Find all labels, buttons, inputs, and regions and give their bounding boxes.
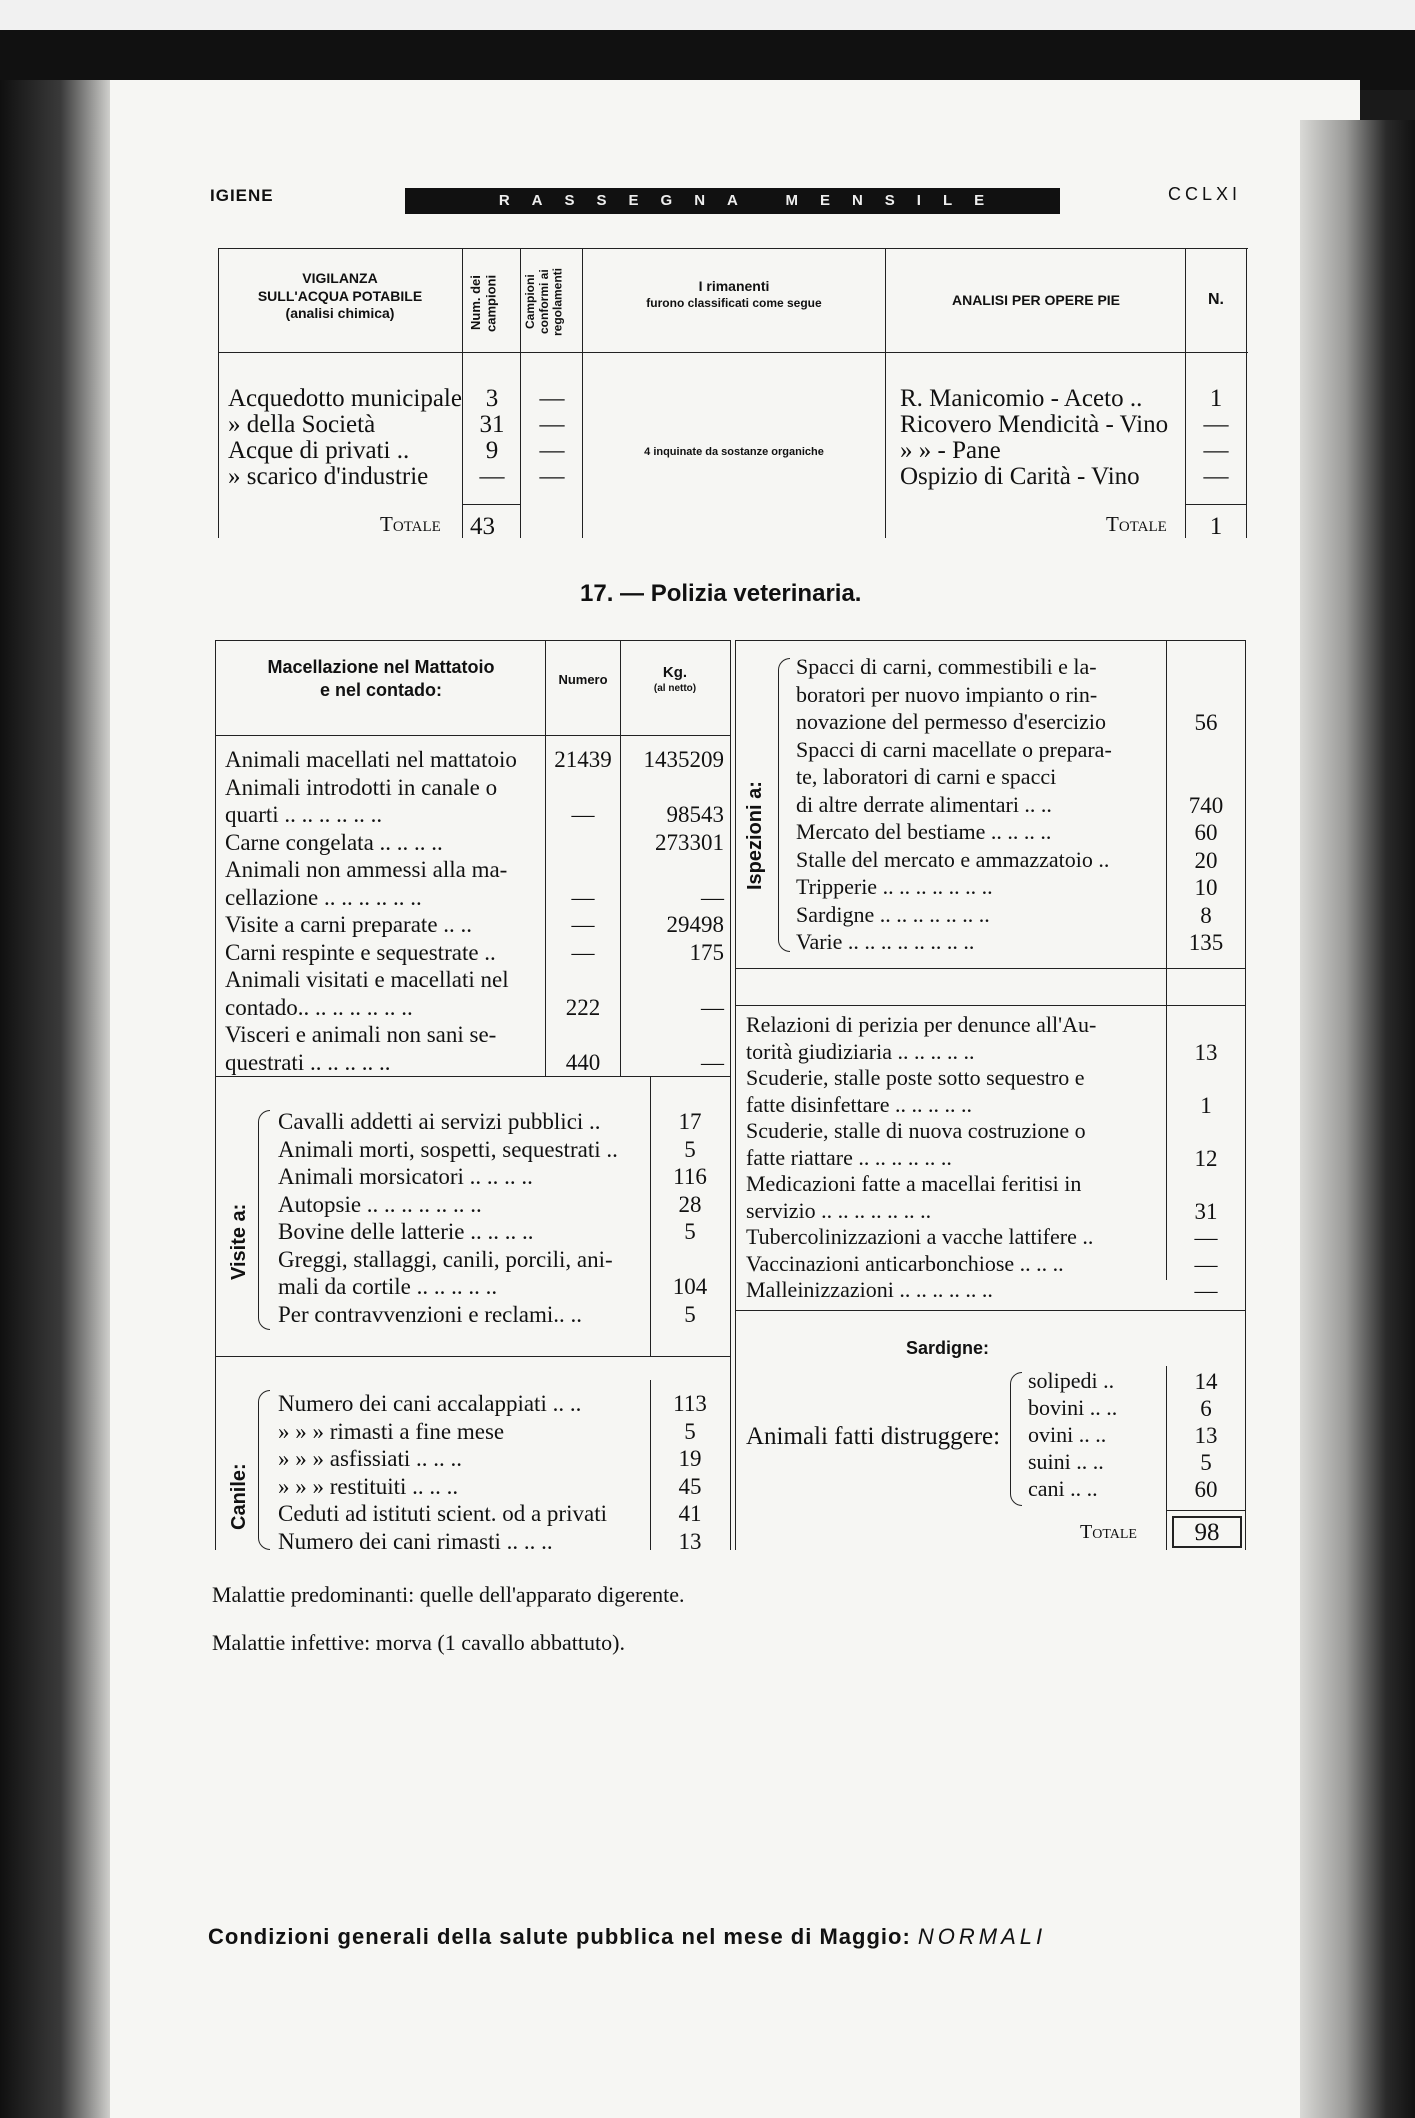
footer-text: Condizioni generali della salute pubblica nel mese di Maggio:	[208, 1924, 911, 1949]
water-row-conf: —	[539, 463, 565, 490]
water-rest-note: 4 inquinate da sostanze organiche	[644, 446, 824, 458]
canile-row-n: 13	[678, 1528, 702, 1554]
relazioni-row-label: Vaccinazioni anticarbonchiose .. .. ..	[746, 1250, 1064, 1276]
col-header-numero: Numero	[558, 672, 608, 687]
ispezioni-row-label: boratori per nuovo impianto o rin-	[796, 681, 1098, 707]
macellazione-row-kg: 175	[689, 939, 724, 965]
opere-row-label: R. Manicomio - Aceto ..	[900, 385, 1143, 412]
water-row-num: 31	[479, 411, 505, 438]
water-row-num: —	[479, 463, 505, 490]
ispezioni-row-n: 135	[1188, 930, 1224, 955]
macellazione-row-label: Carne congelata .. .. .. ..	[225, 829, 443, 855]
visite-row-label: Cavalli addetti ai servizi pubblici ..	[278, 1109, 601, 1134]
macellazione-row-label: quarti .. .. .. .. .. ..	[225, 802, 383, 827]
relazioni-row-label: Scuderie, stalle poste sotto sequestro e	[746, 1065, 1085, 1090]
opere-row-label: Ospizio di Carità - Vino	[900, 463, 1140, 490]
ispezioni-row-label: Mercato del bestiame .. .. .. ..	[796, 819, 1052, 844]
water-row-conf: —	[539, 385, 565, 412]
visite-row-label: Greggi, stallaggi, canili, porcili, ani-	[278, 1246, 613, 1272]
visite-row-n: 5	[684, 1301, 696, 1327]
ispezioni-side-label: Ispezioni a:	[744, 781, 766, 890]
canile-row-label: Numero dei cani accalappiati .. ..	[278, 1391, 582, 1416]
macellazione-row-label: contado.. .. .. .. .. .. ..	[225, 994, 413, 1020]
footer-value: NORMALI	[917, 1924, 1047, 1949]
page-edge-shadow	[1300, 120, 1415, 2118]
relazioni-row-label: Malleinizzazioni .. .. .. .. .. ..	[746, 1277, 993, 1302]
note-malattie-predominanti: Malattie predominanti: quelle dell'apparato digerente.	[212, 1582, 685, 1607]
sardigne-row-label: bovini .. ..	[1028, 1395, 1118, 1420]
visite-row-label: Bovine delle latterie .. .. .. ..	[278, 1219, 534, 1244]
canile-row-n: 45	[678, 1473, 702, 1499]
macellazione-row-numero: 222	[565, 994, 601, 1020]
relazioni-row-n: —	[1194, 1251, 1218, 1277]
canile-row-n: 113	[673, 1391, 707, 1416]
ispezioni-row-label: Tripperie .. .. .. .. .. .. ..	[796, 874, 993, 899]
page-gutter-shadow	[0, 80, 110, 2118]
macellazione-row-kg: 1435209	[643, 747, 724, 772]
opere-row-n: —	[1203, 463, 1229, 490]
col-header-n: N.	[1208, 291, 1224, 308]
ispezioni-row-label: Stalle del mercato e ammazzatoio ..	[796, 846, 1110, 872]
ispezioni-row-label: Spacci di carni, commestibili e la-	[796, 654, 1097, 679]
relazioni-row-label: fatte riattare .. .. .. .. .. ..	[746, 1144, 952, 1170]
opere-row-n: —	[1203, 437, 1229, 464]
col-header-rimanenti: I rimanenti furono classificati come segue	[646, 278, 822, 310]
canile-row-label: » » » asfissiati .. .. ..	[278, 1446, 462, 1471]
ispezioni-row-n: 60	[1194, 820, 1218, 845]
macellazione-row-numero: —	[571, 912, 595, 937]
ispezioni-row-label: di altre derrate alimentari .. ..	[796, 791, 1052, 817]
macellazione-row-kg: —	[701, 1049, 724, 1075]
relazioni-row-label: Tubercolinizzazioni a vacche lattifere ..	[746, 1224, 1094, 1249]
visite-brace	[258, 1110, 270, 1330]
sardigne-title: Sardigne:	[906, 1338, 990, 1358]
running-header-banner: RASSEGNA MENSILE	[405, 188, 1060, 214]
sardigne-totale: 98	[1172, 1516, 1242, 1548]
water-totale-label: Totale	[380, 512, 441, 536]
macellazione-row-kg: —	[701, 994, 724, 1020]
water-row-conf: —	[539, 437, 565, 464]
macellazione-row-numero: 440	[565, 1049, 601, 1075]
sardigne-row-label: solipedi ..	[1028, 1368, 1115, 1393]
macellazione-row-label: questrati .. .. .. .. ..	[225, 1049, 391, 1075]
relazioni-row-label: Medicazioni fatte a macellai feritisi in	[746, 1171, 1082, 1196]
macellazione-row-kg: 29498	[666, 912, 724, 937]
sardigne-row-n: 5	[1200, 1450, 1212, 1475]
macellazione-row-kg: —	[701, 884, 724, 910]
visite-row-n: 28	[678, 1191, 702, 1217]
col-header-opere-pie: ANALISI PER OPERE PIE	[951, 292, 1121, 308]
ispezioni-row-label: novazione del permesso d'esercizio	[796, 709, 1107, 734]
relazioni-row-n: 31	[1194, 1198, 1218, 1224]
relazioni-row-label: Scuderie, stalle di nuova costruzione o	[746, 1118, 1086, 1143]
visite-row-label: Animali morti, sospetti, sequestrati ..	[278, 1136, 618, 1162]
opere-row-label: Ricovero Mendicità - Vino	[900, 411, 1169, 438]
macellazione-row-kg: 273301	[655, 829, 724, 855]
water-totale: 43	[470, 513, 495, 540]
macellazione-row-label: cellazione .. .. .. .. .. ..	[225, 884, 422, 910]
ispezioni-row-label: Sardigne .. .. .. .. .. .. ..	[796, 901, 990, 927]
macellazione-row-label: Visite a carni preparate .. ..	[225, 912, 473, 937]
ispezioni-row-n: 10	[1194, 875, 1218, 900]
macellazione-row-numero: —	[571, 939, 595, 965]
canile-row-label: » » » rimasti a fine mese	[278, 1418, 505, 1444]
visite-row-label: mali da cortile .. .. .. .. ..	[278, 1274, 498, 1299]
ispezioni-row-label: Varie .. .. .. .. .. .. .. ..	[796, 929, 975, 954]
macellazione-row-label: Animali visitati e macellati nel	[225, 967, 509, 992]
visite-row-label: Per contravvenzioni e reclami.. ..	[278, 1301, 582, 1327]
relazioni-row-n: 12	[1194, 1145, 1218, 1171]
canile-row-label: Ceduti ad istituti scient. od a privati	[278, 1501, 607, 1526]
macellazione-row-label: Animali introdotti in canale o	[225, 774, 498, 800]
note-malattie-infettive: Malattie infettive: morva (1 cavallo abbattuto).	[212, 1630, 625, 1655]
sardigne-label: Animali fatti distruggere:	[746, 1423, 1001, 1450]
sardigne-row-label: cani .. ..	[1028, 1476, 1098, 1501]
opere-row-label: » » - Pane	[900, 437, 1001, 464]
sardigne-totale-label: Totale	[1080, 1521, 1137, 1543]
relazioni-row-label: fatte disinfettare .. .. .. .. ..	[746, 1091, 973, 1117]
running-header-left: IGIENE	[210, 186, 274, 205]
sardigne-row-n: 13	[1194, 1423, 1218, 1448]
canile-side-label: Canile:	[228, 1463, 250, 1530]
col-header-conformi: Campioni conformi ai regolamenti	[523, 267, 565, 336]
water-row-num: 3	[485, 385, 499, 412]
canile-row-label: » » » restituiti .. .. ..	[278, 1473, 459, 1499]
relazioni-row-label: Relazioni di perizia per denunce all'Au-	[746, 1012, 1097, 1037]
relazioni-row-n: 13	[1194, 1039, 1218, 1065]
relazioni-row-label: servizio .. .. .. .. .. .. ..	[746, 1197, 932, 1223]
sardigne-row-label: suini .. ..	[1028, 1449, 1104, 1474]
col-header-kg: Kg. (al netto)	[653, 664, 697, 694]
opere-row-n: 1	[1209, 385, 1223, 412]
opere-row-n: —	[1203, 411, 1229, 438]
ispezioni-brace	[778, 658, 790, 952]
canile-brace	[258, 1390, 270, 1550]
relazioni-row-n: —	[1194, 1225, 1218, 1250]
macellazione-title: Macellazione nel Mattatoio e nel contado:	[267, 657, 495, 700]
water-row-label: » della Società	[228, 411, 376, 438]
running-header-page-number: CCLXI	[1168, 184, 1242, 204]
macellazione-row-kg: 98543	[666, 802, 724, 827]
visite-row-label: Autopsie .. .. .. .. .. .. ..	[278, 1191, 482, 1217]
relazioni-row-n: 1	[1200, 1092, 1212, 1118]
visite-row-n: 116	[673, 1164, 707, 1189]
opere-totale: 1	[1209, 513, 1223, 540]
visite-row-n: 5	[684, 1219, 696, 1244]
col-header-num-campioni: Num. dei campioni	[468, 274, 499, 332]
ispezioni-row-n: 56	[1194, 710, 1218, 735]
canile-row-n: 19	[678, 1446, 702, 1471]
macellazione-row-label: Animali macellati nel mattatoio	[225, 747, 517, 772]
opere-totale-label: Totale	[1106, 512, 1167, 536]
sardigne-row-n: 14	[1194, 1369, 1218, 1394]
visite-side-label: Visite a:	[228, 1203, 250, 1280]
footer-statement	[208, 1924, 1046, 1950]
sardigne-row-n: 60	[1194, 1477, 1218, 1502]
visite-row-label: Animali morsicatori .. .. .. ..	[278, 1164, 533, 1189]
macellazione-row-numero: —	[571, 884, 595, 910]
sardigne-row-label: ovini .. ..	[1028, 1422, 1107, 1447]
ispezioni-row-label: te, laboratori di carni e spacci	[796, 764, 1057, 789]
ispezioni-row-n: 20	[1194, 847, 1218, 873]
section-title: 17. — Polizia veterinaria.	[580, 580, 862, 607]
relazioni-row-n: —	[1194, 1278, 1218, 1303]
water-row-label: Acquedotto municipale	[228, 385, 462, 412]
canile-row-n: 41	[678, 1501, 702, 1526]
macellazione-row-numero: 21439	[554, 747, 612, 772]
ispezioni-row-label: Spacci di carni macellate o prepara-	[796, 736, 1112, 762]
relazioni-row-label: torità giudiziaria .. .. .. .. ..	[746, 1038, 975, 1064]
visite-row-n: 5	[684, 1136, 696, 1162]
visite-row-n: 104	[672, 1274, 708, 1299]
sardigne-row-n: 6	[1200, 1396, 1212, 1421]
macellazione-row-label: Animali non ammessi alla ma-	[225, 857, 508, 882]
canile-row-label: Numero dei cani rimasti .. .. ..	[278, 1528, 553, 1554]
sardigne-brace	[1010, 1372, 1022, 1506]
col-header-vigilanza: VIGILANZA SULL'ACQUA POTABILE (analisi chimica)	[257, 270, 423, 321]
macellazione-row-numero: —	[571, 802, 595, 827]
water-row-label: » scarico d'industrie	[228, 463, 429, 490]
water-row-conf: —	[539, 411, 565, 438]
visite-row-n: 17	[678, 1109, 702, 1134]
ispezioni-row-n: 740	[1188, 792, 1224, 818]
canile-row-n: 5	[684, 1418, 696, 1444]
water-row-num: 9	[485, 437, 499, 464]
macellazione-row-label: Carni respinte e sequestrate ..	[225, 939, 496, 965]
ispezioni-row-n: 8	[1200, 902, 1212, 928]
scan-margin	[0, 0, 1415, 30]
macellazione-row-label: Visceri e animali non sani se-	[225, 1022, 497, 1047]
water-row-label: Acque di privati ..	[228, 437, 410, 464]
